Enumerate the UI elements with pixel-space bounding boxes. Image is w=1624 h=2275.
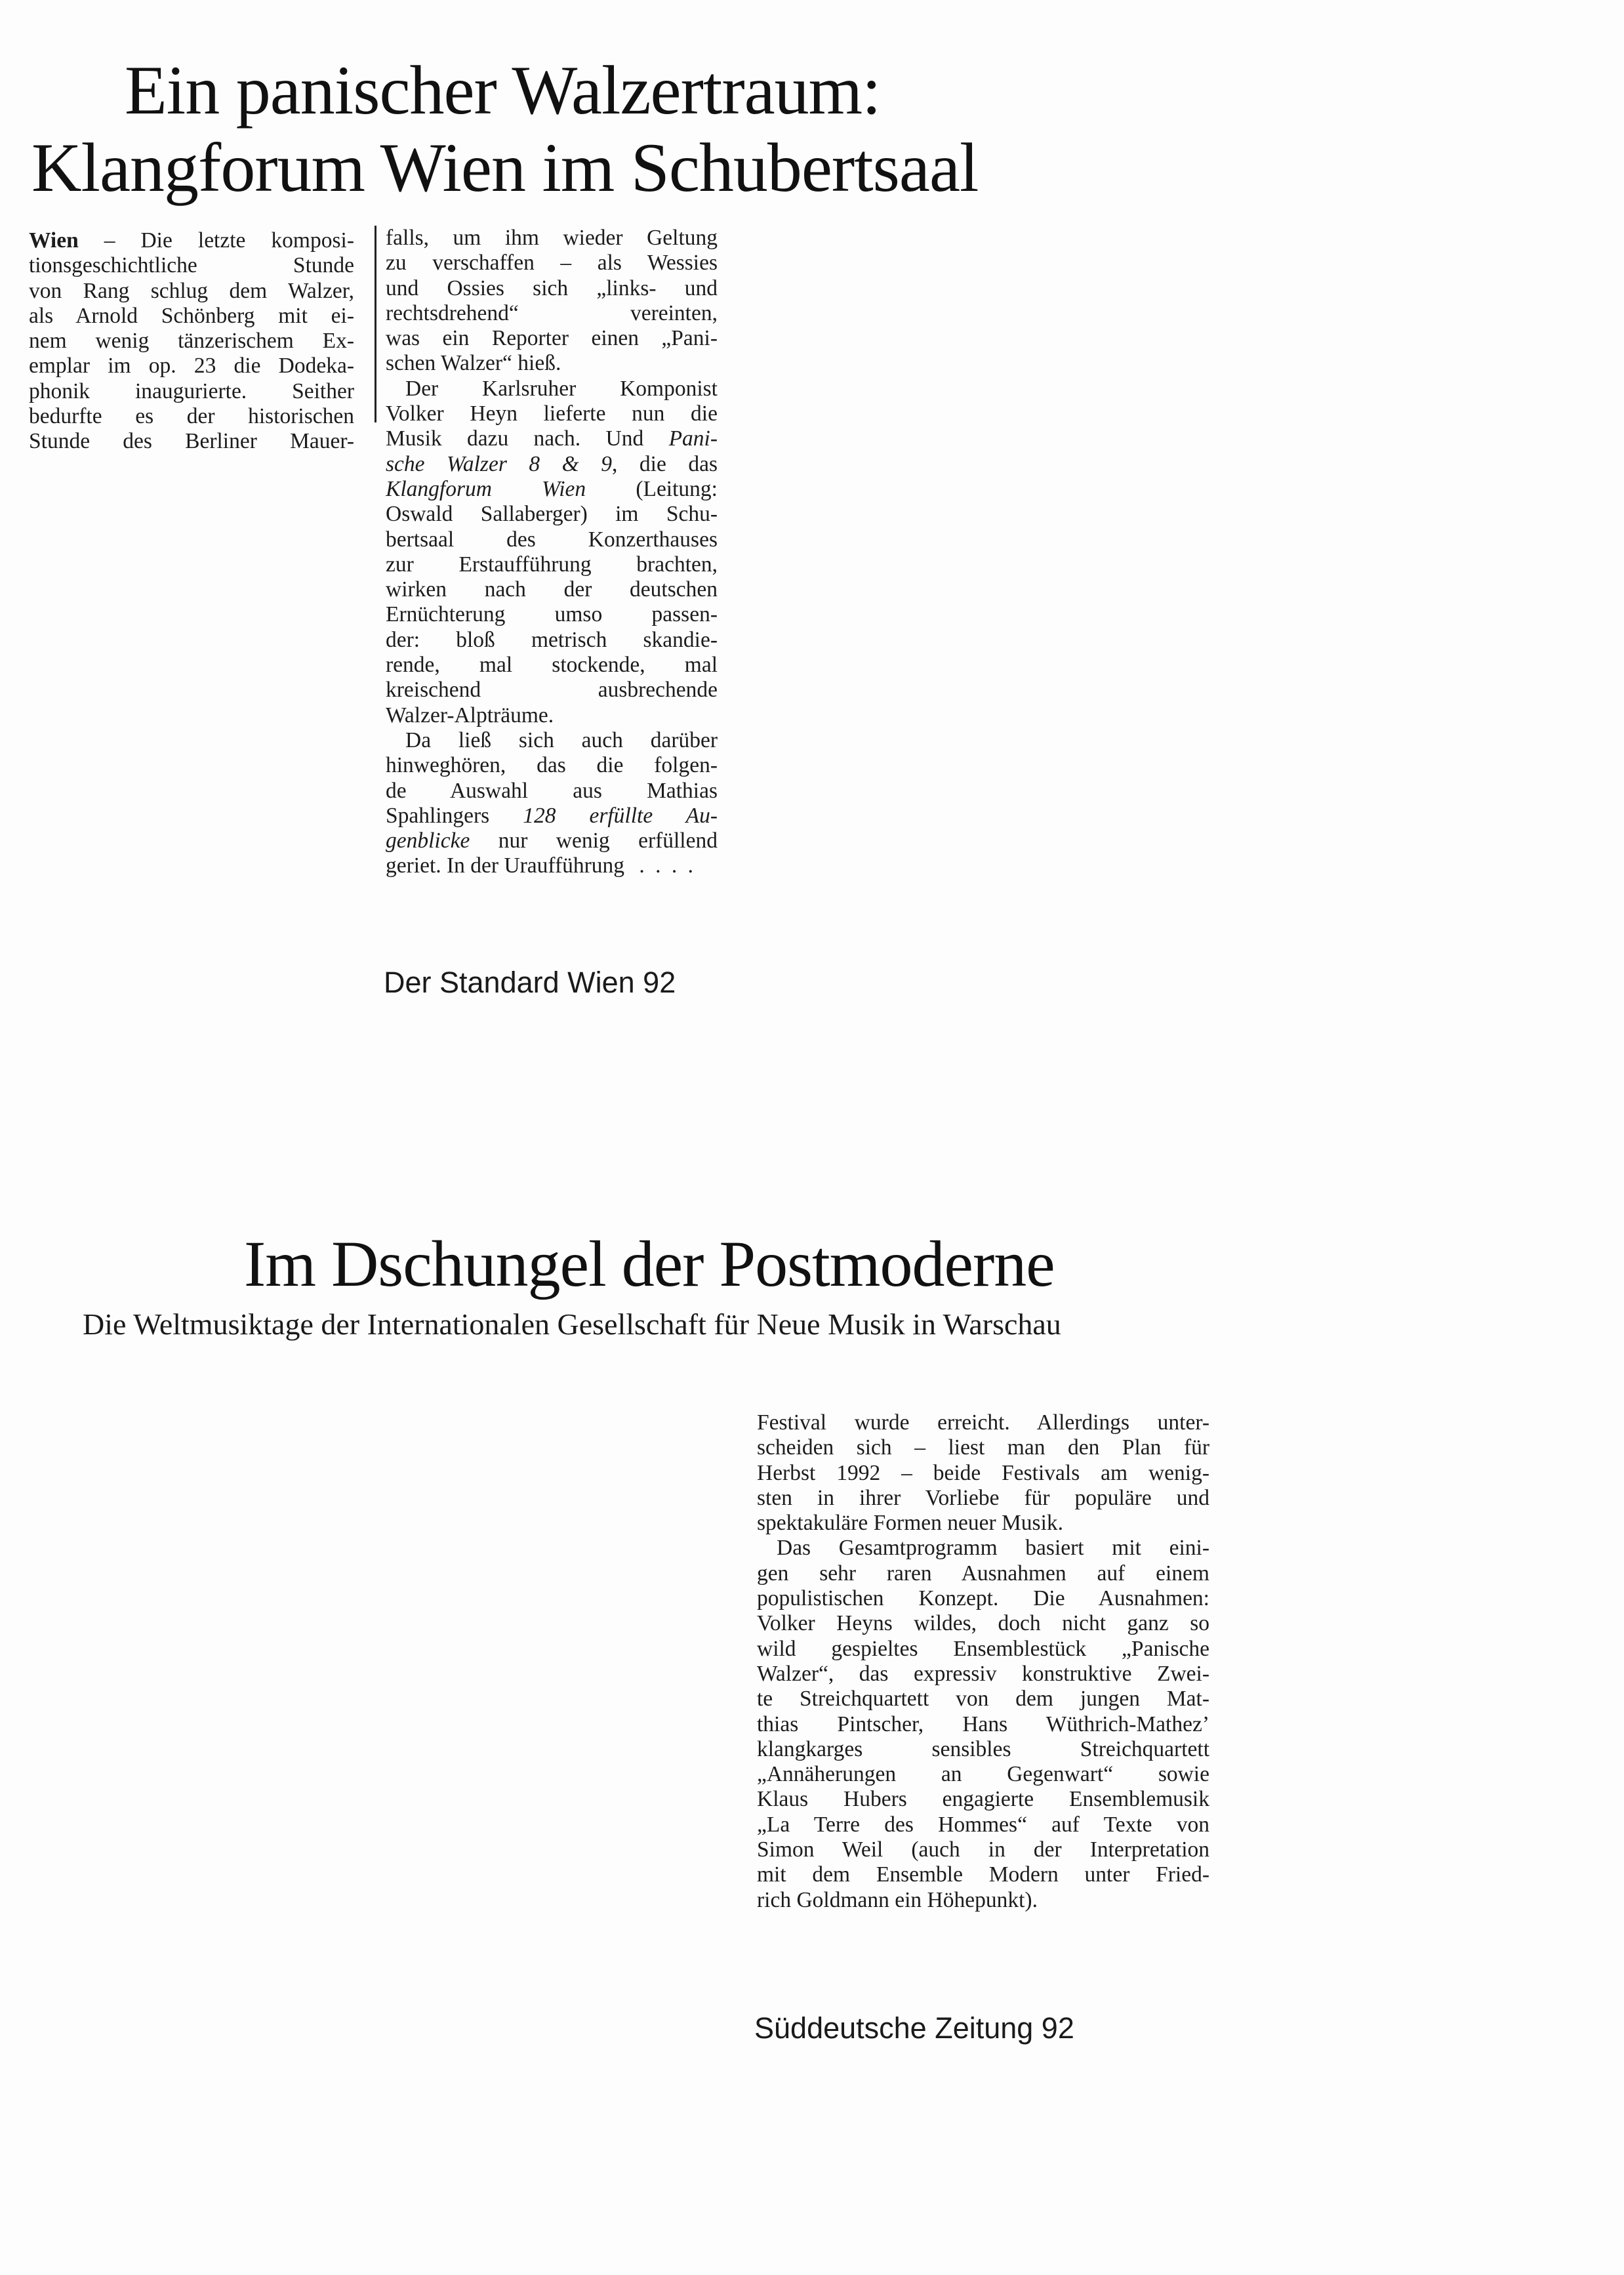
article2-source-label: Süddeutsche Zeitung 92 bbox=[754, 2011, 1074, 2045]
article1-col2-line: Der Karlsruher Komponist bbox=[405, 376, 718, 401]
article1-col2-line: zu verschaffen – als Wessies bbox=[386, 251, 718, 276]
article1-col2-line: Da ließ sich auch darüber bbox=[405, 728, 718, 752]
article1-col1-line: Stunde des Berliner Mauer- bbox=[29, 429, 354, 454]
article1-col2-line: Spahlingers 128 erfüllte Au- bbox=[386, 803, 718, 828]
article1-col2-line: zur Erstaufführung brachten, bbox=[386, 552, 718, 577]
column-divider-rule bbox=[375, 226, 376, 422]
article1-col2-line: Ernüchterung umso passen- bbox=[386, 602, 718, 627]
article1-col2-line: und Ossies sich „links- und bbox=[386, 276, 718, 300]
article1-col2-line: Walzer-Alpträume. bbox=[386, 703, 554, 728]
article1-col1-line: phonik inaugurierte. Seither bbox=[29, 379, 354, 403]
article2-line: scheiden sich – liest man den Plan für bbox=[757, 1435, 1209, 1460]
article1-col1-line: emplar im op. 23 die Dodeka- bbox=[29, 354, 354, 379]
article1-col1-line: nem wenig tänzerischem Ex- bbox=[29, 329, 354, 354]
article1-title-line1: Ein panischer Walzertraum: bbox=[125, 52, 881, 129]
article1-col2-line: sche Walzer 8 & 9, die das bbox=[386, 451, 718, 476]
article1-dateline: Wien bbox=[29, 228, 79, 253]
article1-col2-line: Volker Heyn lieferte nun die bbox=[386, 401, 718, 426]
article2-line: „Annäherungen an Gegenwart“ sowie bbox=[757, 1762, 1209, 1787]
article2-line: wild gespieltes Ensemblestück „Panische bbox=[757, 1636, 1209, 1661]
article1-col1-line: Wien – Die letzte komposi- bbox=[29, 228, 354, 253]
article1-col2-line: kreischend ausbrechende bbox=[386, 678, 718, 703]
article1-column-1 bbox=[29, 228, 354, 455]
article1-col2-line: falls, um ihm wieder Geltung bbox=[386, 226, 718, 250]
article1-column-2 bbox=[386, 226, 718, 879]
article1-col1-line: bedurfte es der historischen bbox=[29, 404, 354, 429]
article1-col1-line: tionsgeschichtliche Stunde bbox=[29, 253, 354, 278]
article1-col2-line: bertsaal des Konzerthauses bbox=[386, 527, 718, 552]
article1-col1-line: von Rang schlug dem Walzer, bbox=[29, 278, 354, 303]
article2-line: Festival wurde erreicht. Allerdings unter- bbox=[757, 1410, 1209, 1435]
article1-col1-line: als Arnold Schönberg mit ei- bbox=[29, 303, 354, 328]
article2-line: te Streichquartett von dem jungen Mat- bbox=[757, 1687, 1209, 1711]
article2-line: Herbst 1992 – beide Festivals am wenig- bbox=[757, 1460, 1209, 1485]
article2-line: spektakuläre Formen neuer Musik. bbox=[757, 1511, 1064, 1536]
article2-line: Volker Heyns wildes, doch nicht ganz so bbox=[757, 1611, 1209, 1636]
article1-col2-line: Oswald Sallaberger) im Schu- bbox=[386, 502, 718, 527]
article2-line: Das Gesamtprogramm basiert mit eini- bbox=[777, 1536, 1209, 1561]
article1-title-line2: Klangforum Wien im Schubertsaal bbox=[31, 129, 979, 206]
article1-col2-line: Klangforum Wien (Leitung: bbox=[386, 476, 718, 501]
article1-col2-line: Musik dazu nach. Und Pani- bbox=[386, 426, 718, 451]
ellipsis: . . . . bbox=[631, 853, 697, 878]
article1-col2-line: genblicke nur wenig erfüllend bbox=[386, 829, 718, 853]
article1-col2-line: der: bloß metrisch skandie- bbox=[386, 627, 718, 652]
article2-line: populistischen Konzept. Die Ausnahmen: bbox=[757, 1586, 1209, 1611]
article2-line: gen sehr raren Ausnahmen auf einem bbox=[757, 1561, 1209, 1586]
article2-line: sten in ihrer Vorliebe für populäre und bbox=[757, 1485, 1209, 1510]
article1-col2-line: geriet. In der Uraufführung . . . . bbox=[386, 853, 697, 878]
article1-col2-line: schen Walzer“ hieß. bbox=[386, 351, 561, 376]
article2-line: „La Terre des Hommes“ auf Texte von bbox=[757, 1812, 1209, 1837]
article2-subtitle: Die Weltmusiktage der Internationalen Gesellschaft für Neue Musik in Warschau bbox=[83, 1307, 1061, 1341]
article1-col2-line: de Auswahl aus Mathias bbox=[386, 778, 718, 803]
article1-col2-line: wirken nach der deutschen bbox=[386, 577, 718, 602]
article2-line: thias Pintscher, Hans Wüthrich-Mathez’ bbox=[757, 1711, 1209, 1736]
article2-column bbox=[757, 1410, 1209, 1913]
article1-col2-line: hinweghören, das die folgen- bbox=[386, 753, 718, 778]
article2-title: Im Dschungel der Postmoderne bbox=[244, 1227, 1055, 1300]
article1-col2-line: was ein Reporter einen „Pani- bbox=[386, 326, 718, 351]
article2-line: rich Goldmann ein Höhepunkt). bbox=[757, 1887, 1038, 1912]
article2-line: mit dem Ensemble Modern unter Fried- bbox=[757, 1862, 1209, 1887]
article1-source-label: Der Standard Wien 92 bbox=[384, 966, 676, 999]
article2-line: klangkarges sensibles Streichquartett bbox=[757, 1736, 1209, 1761]
article2-line: Klaus Hubers engagierte Ensemblemusik bbox=[757, 1787, 1209, 1812]
article1-col2-line: rende, mal stockende, mal bbox=[386, 653, 718, 678]
article2-line: Walzer“, das expressiv konstruktive Zwei- bbox=[757, 1661, 1209, 1686]
article1-col2-line: rechtsdrehend“ vereinten, bbox=[386, 300, 718, 325]
article2-line: Simon Weil (auch in der Interpretation bbox=[757, 1837, 1209, 1862]
